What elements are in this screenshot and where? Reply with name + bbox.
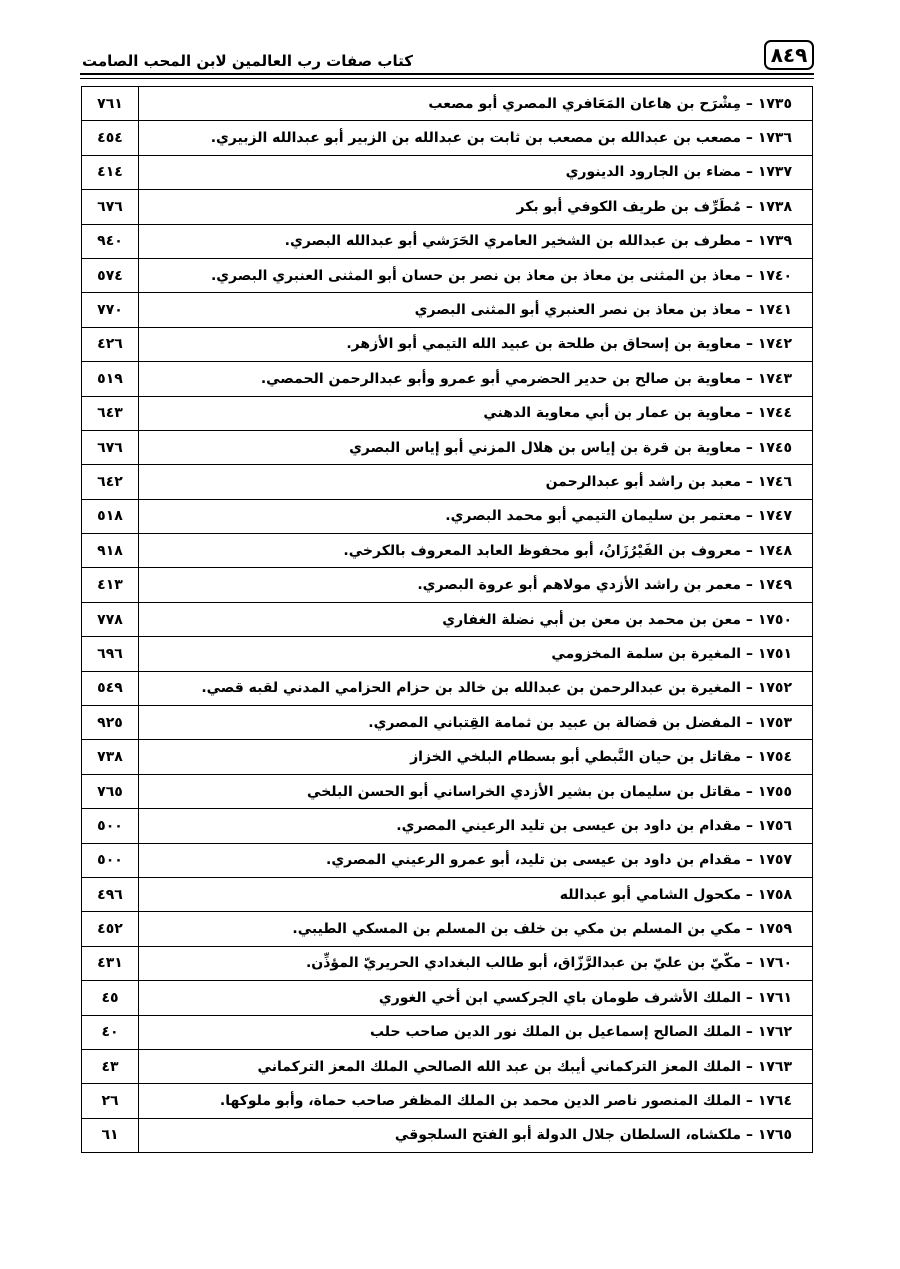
table-row xyxy=(82,740,813,774)
running-title: كتاب صفات رب العالمين لابن المحب الصامت xyxy=(82,52,413,70)
table-row xyxy=(82,224,813,258)
entry-name: ١٧٣٧ – مضاء بن الجارود الدينوري xyxy=(139,155,813,189)
entry-page: ٦٩٦ xyxy=(82,637,139,671)
table-row xyxy=(82,1049,813,1083)
entry-name: ١٧٥٢ – المغيرة بن عبدالرحمن بن عبدالله بن خالد بن حزام الحزامي المدني لقبه قصي. xyxy=(139,671,813,705)
table-row xyxy=(82,912,813,946)
entry-page: ٢٦ xyxy=(82,1084,139,1118)
entry-page: ٤٢٦ xyxy=(82,327,139,361)
entry-name: ١٧٤١ – معاذ بن معاذ بن نصر العنبري أبو المثنى البصري xyxy=(139,293,813,327)
entry-page: ٧٧٠ xyxy=(82,293,139,327)
entry-name: ١٧٥٤ – مقاتل بن حيان النَّبطي أبو بسطام البلخي الخزاز xyxy=(139,740,813,774)
index-table-container xyxy=(81,86,813,1153)
entry-name: ١٧٦٣ – الملك المعز التركماني أيبك بن عبد الله الصالحي الملك المعز التركماني xyxy=(139,1049,813,1083)
entry-page: ٤٥٤ xyxy=(82,121,139,155)
table-row xyxy=(82,258,813,292)
entry-page: ٦١ xyxy=(82,1118,139,1152)
table-row xyxy=(82,1015,813,1049)
table-row xyxy=(82,602,813,636)
table-row xyxy=(82,774,813,808)
table-row xyxy=(82,121,813,155)
entry-page: ٥٠٠ xyxy=(82,809,139,843)
entry-name: ١٧٤٠ – معاذ بن المثنى بن معاذ بن معاذ بن نصر بن حسان أبو المثنى العنبري البصري. xyxy=(139,258,813,292)
entry-page: ٧٦١ xyxy=(82,87,139,121)
entry-page: ٧٣٨ xyxy=(82,740,139,774)
entry-name: ١٧٤٣ – معاوية بن صالح بن حدير الحضرمي أبو عمرو وأبو عبدالرحمن الحمصي. xyxy=(139,362,813,396)
entry-page: ٤٥٢ xyxy=(82,912,139,946)
table-row xyxy=(82,327,813,361)
entry-name: ١٧٥٩ – مكي بن المسلم بن مكي بن خلف بن المسلم بن المسكي الطيبي. xyxy=(139,912,813,946)
entry-name: ١٧٤٧ – معتمر بن سليمان التيمي أبو محمد البصري. xyxy=(139,499,813,533)
entry-page: ٥٤٩ xyxy=(82,671,139,705)
entry-name: ١٧٦١ – الملك الأشرف طومان باي الجركسي ابن أخي الغوري xyxy=(139,981,813,1015)
entry-name: ١٧٦٥ – ملكشاه، السلطان جلال الدولة أبو الفتح السلجوقي xyxy=(139,1118,813,1152)
entry-name: ١٧٤٩ – معمر بن راشد الأزدي مولاهم أبو عروة البصري. xyxy=(139,568,813,602)
table-row xyxy=(82,1084,813,1118)
entry-name: ١٧٥٦ – مقدام بن داود بن عيسى بن تليد الرعيني المصري. xyxy=(139,809,813,843)
entry-name: ١٧٥٨ – مكحول الشامي أبو عبدالله xyxy=(139,877,813,911)
table-row xyxy=(82,809,813,843)
entry-page: ٦٧٦ xyxy=(82,190,139,224)
table-row xyxy=(82,568,813,602)
header-rule xyxy=(80,73,814,75)
entry-page: ٤٣١ xyxy=(82,946,139,980)
table-row xyxy=(82,396,813,430)
table-row xyxy=(82,362,813,396)
entry-name: ١٧٣٩ – مطرف بن عبدالله بن الشخير العامري الحَرَشي أبو عبدالله البصري. xyxy=(139,224,813,258)
table-row xyxy=(82,430,813,464)
entry-page: ٧٧٨ xyxy=(82,602,139,636)
entry-name: ١٧٥١ – المغيرة بن سلمة المخزومي xyxy=(139,637,813,671)
table-row xyxy=(82,706,813,740)
table-row xyxy=(82,946,813,980)
table-row xyxy=(82,87,813,121)
table-row xyxy=(82,1118,813,1152)
entry-name: ١٧٥٣ – المفضل بن فضالة بن عبيد بن ثمامة القِتباني المصري. xyxy=(139,706,813,740)
entry-page: ٤٠ xyxy=(82,1015,139,1049)
entry-page: ٤١٣ xyxy=(82,568,139,602)
table-row xyxy=(82,843,813,877)
index-table xyxy=(81,86,813,1153)
header-rule-thin xyxy=(80,78,814,79)
table-row xyxy=(82,637,813,671)
entry-page: ٤٥ xyxy=(82,981,139,1015)
entry-page: ٥١٩ xyxy=(82,362,139,396)
entry-page: ٤١٤ xyxy=(82,155,139,189)
entry-page: ٥١٨ xyxy=(82,499,139,533)
page-header xyxy=(80,40,814,76)
entry-page: ٤٩٦ xyxy=(82,877,139,911)
entry-name: ١٧٣٥ – مِشْرَح بن هاعان المَعَافري المصري أبو مصعب xyxy=(139,87,813,121)
table-row xyxy=(82,534,813,568)
entry-name: ١٧٣٨ – مُطَرِّف بن طريف الكوفي أبو بكر xyxy=(139,190,813,224)
entry-page: ٦٧٦ xyxy=(82,430,139,464)
table-row xyxy=(82,499,813,533)
page-number: ٨٤٩ xyxy=(764,40,814,70)
entry-name: ١٧٤٨ – معروف بن الفَيْرُزَانُ، أبو محفوظ العابد المعروف بالكرخي. xyxy=(139,534,813,568)
entry-name: ١٧٤٦ – معبد بن راشد أبو عبدالرحمن xyxy=(139,465,813,499)
entry-name: ١٧٤٢ – معاوية بن إسحاق بن طلحة بن عبيد الله التيمي أبو الأزهر. xyxy=(139,327,813,361)
entry-name: ١٧٣٦ – مصعب بن عبدالله بن مصعب بن ثابت بن عبدالله بن الزبير أبو عبدالله الزبيري. xyxy=(139,121,813,155)
entry-page: ٩١٨ xyxy=(82,534,139,568)
index-table-body xyxy=(82,87,813,1153)
entry-name: ١٧٥٥ – مقاتل بن سليمان بن بشير الأزدي الخراساني أبو الحسن البلخي xyxy=(139,774,813,808)
entry-page: ٥٠٠ xyxy=(82,843,139,877)
table-row xyxy=(82,877,813,911)
entry-page: ٦٤٣ xyxy=(82,396,139,430)
table-row xyxy=(82,981,813,1015)
table-row xyxy=(82,190,813,224)
table-row xyxy=(82,465,813,499)
entry-name: ١٧٤٥ – معاوية بن قرة بن إياس بن هلال المزني أبو إياس البصري xyxy=(139,430,813,464)
entry-name: ١٧٥٠ – معن بن محمد بن معن بن أبي نضلة الغفاري xyxy=(139,602,813,636)
entry-name: ١٧٦٠ – مكّيّ بن عليّ بن عبدالرَّزّاق، أبو طالب البغدادي الحريريّ المؤذِّن. xyxy=(139,946,813,980)
table-row xyxy=(82,155,813,189)
entry-page: ٧٦٥ xyxy=(82,774,139,808)
entry-page: ٦٤٢ xyxy=(82,465,139,499)
entry-page: ٤٣ xyxy=(82,1049,139,1083)
entry-name: ١٧٥٧ – مقدام بن داود بن عيسى بن تليد، أبو عمرو الرعيني المصري. xyxy=(139,843,813,877)
entry-page: ٩٤٠ xyxy=(82,224,139,258)
entry-name: ١٧٤٤ – معاوية بن عمار بن أبي معاوية الدهني xyxy=(139,396,813,430)
entry-page: ٥٧٤ xyxy=(82,258,139,292)
table-row xyxy=(82,293,813,327)
table-row xyxy=(82,671,813,705)
entry-name: ١٧٦٢ – الملك الصالح إسماعيل بن الملك نور الدين صاحب حلب xyxy=(139,1015,813,1049)
entry-page: ٩٢٥ xyxy=(82,706,139,740)
entry-name: ١٧٦٤ – الملك المنصور ناصر الدين محمد بن الملك المظفر صاحب حماة، وأبو ملوكها. xyxy=(139,1084,813,1118)
